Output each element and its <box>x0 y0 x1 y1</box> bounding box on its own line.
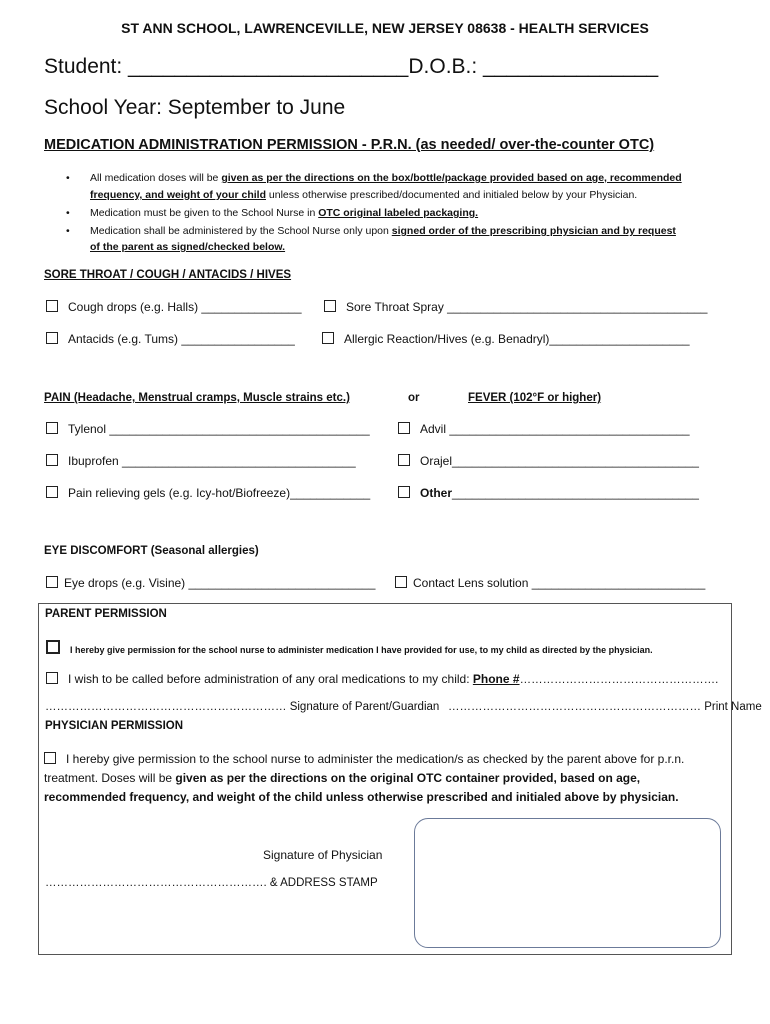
checkbox-icon[interactable] <box>322 332 334 344</box>
item-other-line: _____________________________________ <box>452 486 699 500</box>
section-or: or <box>408 392 420 404</box>
bullet-2-bold: OTC original labeled packaging. <box>318 207 479 219</box>
bullet-1-bold2: frequency, and weight of your child <box>90 189 266 201</box>
bullet-dot: • <box>66 225 70 237</box>
bullet-2 <box>90 207 478 219</box>
bullet-3-bold: signed order of the prescribing physician and by request <box>391 225 676 237</box>
checkbox-icon[interactable] <box>398 454 410 466</box>
physician-permission-text <box>44 750 720 807</box>
parent-permission-row[interactable] <box>46 640 653 658</box>
bullet-1-text: All medication doses will be <box>90 172 222 184</box>
checkbox-icon[interactable] <box>46 576 58 588</box>
school-header: ST ANN SCHOOL, LAWRENCEVILLE, NEW JERSEY 08638 - HEALTH SERVICES <box>121 20 649 36</box>
item-pain-gels[interactable] <box>46 486 370 500</box>
checkbox-icon[interactable] <box>324 300 336 312</box>
physician-text-bold: given as per the directions on the original OTC container provided, based on age, recommended frequency, and weight of the child unless otherwise prescribed and initialed above by physician. <box>44 771 679 804</box>
item-orajel[interactable] <box>398 454 699 468</box>
parent-print-name[interactable]: ………………………………………………………… Print Name <box>448 701 762 713</box>
item-antacids[interactable] <box>46 332 295 346</box>
item-sore-throat-spray[interactable] <box>324 300 707 314</box>
bullet-1-post: unless otherwise prescribed/documented and initialed below by your Physician. <box>266 189 638 201</box>
item-eye-drops[interactable] <box>46 576 375 590</box>
item-allergic[interactable] <box>322 332 690 346</box>
phone-field[interactable]: ……………………………………………. <box>519 674 719 686</box>
item-cough-drops[interactable] <box>46 300 302 314</box>
physician-signature-label: Signature of Physician <box>263 848 383 862</box>
bullet-1-bold: given as per the directions on the box/bottle/package provided based on age, recommended <box>221 172 682 184</box>
item-ibuprofen[interactable] <box>46 454 356 468</box>
checkbox-icon[interactable] <box>46 486 58 498</box>
checkbox-icon[interactable] <box>46 454 58 466</box>
checkbox-icon[interactable] <box>44 752 56 764</box>
checkbox-icon[interactable] <box>46 332 58 344</box>
item-advil[interactable] <box>398 422 690 436</box>
section-fever: FEVER (102°F or higher) <box>468 392 602 404</box>
item-other-label: Other <box>420 486 453 500</box>
address-stamp-box[interactable] <box>414 818 721 948</box>
item-orajel-label: Orajel_____________________________________ <box>420 454 699 468</box>
parent-call-text: I wish to be called before administration of any oral medications to my child: <box>68 672 473 686</box>
bullet-dot: • <box>66 207 70 219</box>
phone-label: Phone # <box>472 672 520 686</box>
checkbox-icon[interactable] <box>46 672 58 684</box>
physician-address-line[interactable]: …………………………………………………. & ADDRESS STAMP <box>45 877 378 889</box>
item-tylenol[interactable] <box>46 422 370 436</box>
item-contact-lens[interactable] <box>395 576 705 590</box>
parent-call-row[interactable] <box>46 672 718 686</box>
bullet-3-bold2: of the parent as signed/checked below. <box>90 241 286 253</box>
student-dob-line[interactable]: Student: ________________________D.O.B.: _______________ <box>44 55 659 78</box>
checkbox-icon[interactable] <box>46 640 60 654</box>
item-cough-label: Cough drops (e.g. Halls) _______________ <box>68 300 302 314</box>
item-gels-label: Pain relieving gels (e.g. Icy-hot/Biofreeze)____________ <box>68 486 371 500</box>
checkbox-icon[interactable] <box>46 300 58 312</box>
bullet-3-line2 <box>90 241 285 253</box>
checkbox-icon[interactable] <box>398 486 410 498</box>
item-sore-spray-label: Sore Throat Spray _______________________________________ <box>346 300 708 314</box>
bullet-3-text: Medication shall be administered by the School Nurse only upon <box>90 225 392 237</box>
school-year: School Year: September to June <box>44 96 346 119</box>
item-other[interactable] <box>398 486 699 500</box>
section-physician: PHYSICIAN PERMISSION <box>45 720 184 732</box>
section-parent: PARENT PERMISSION <box>45 608 167 620</box>
section-pain: PAIN (Headache, Menstrual cramps, Muscle strains etc.) <box>44 392 350 404</box>
item-antacids-label: Antacids (e.g. Tums) _________________ <box>68 332 295 346</box>
form-title: MEDICATION ADMINISTRATION PERMISSION - P.R.N. (as needed/ over-the-counter OTC) <box>44 137 655 153</box>
section-eye: EYE DISCOMFORT (Seasonal allergies) <box>44 545 259 557</box>
section-sore-throat: SORE THROAT / COUGH / ANTACIDS / HIVES <box>44 269 292 281</box>
physician-text: I hereby give permission to the school nurse to administer the medication/s as checked by the parent above for p.r.n. treatment. Doses will be <box>44 752 685 785</box>
checkbox-icon[interactable] <box>46 422 58 434</box>
bullet-3-line1 <box>90 225 676 237</box>
parent-permission-text: I hereby give permission for the school nurse to administer medication I have provided for use, to my child as directed by the physician. <box>70 645 653 655</box>
item-allergic-label: Allergic Reaction/Hives (e.g. Benadryl)_____________________ <box>344 332 690 346</box>
bullet-2-text: Medication must be given to the School Nurse in <box>90 207 319 219</box>
item-contact-label: Contact Lens solution __________________________ <box>413 576 706 590</box>
parent-signature[interactable]: ……………………………………………………… Signature of Parent/Guardian <box>45 701 440 713</box>
bullet-dot: • <box>66 172 70 184</box>
bullet-1-line2 <box>90 189 637 201</box>
item-tylenol-label: Tylenol _______________________________________ <box>68 422 370 436</box>
item-advil-label: Advil ____________________________________ <box>420 422 690 436</box>
bullet-1-line1 <box>90 172 682 184</box>
item-ibuprofen-label: Ibuprofen ___________________________________ <box>68 454 356 468</box>
checkbox-icon[interactable] <box>395 576 407 588</box>
item-eyedrops-label: Eye drops (e.g. Visine) ____________________________ <box>64 576 376 590</box>
checkbox-icon[interactable] <box>398 422 410 434</box>
